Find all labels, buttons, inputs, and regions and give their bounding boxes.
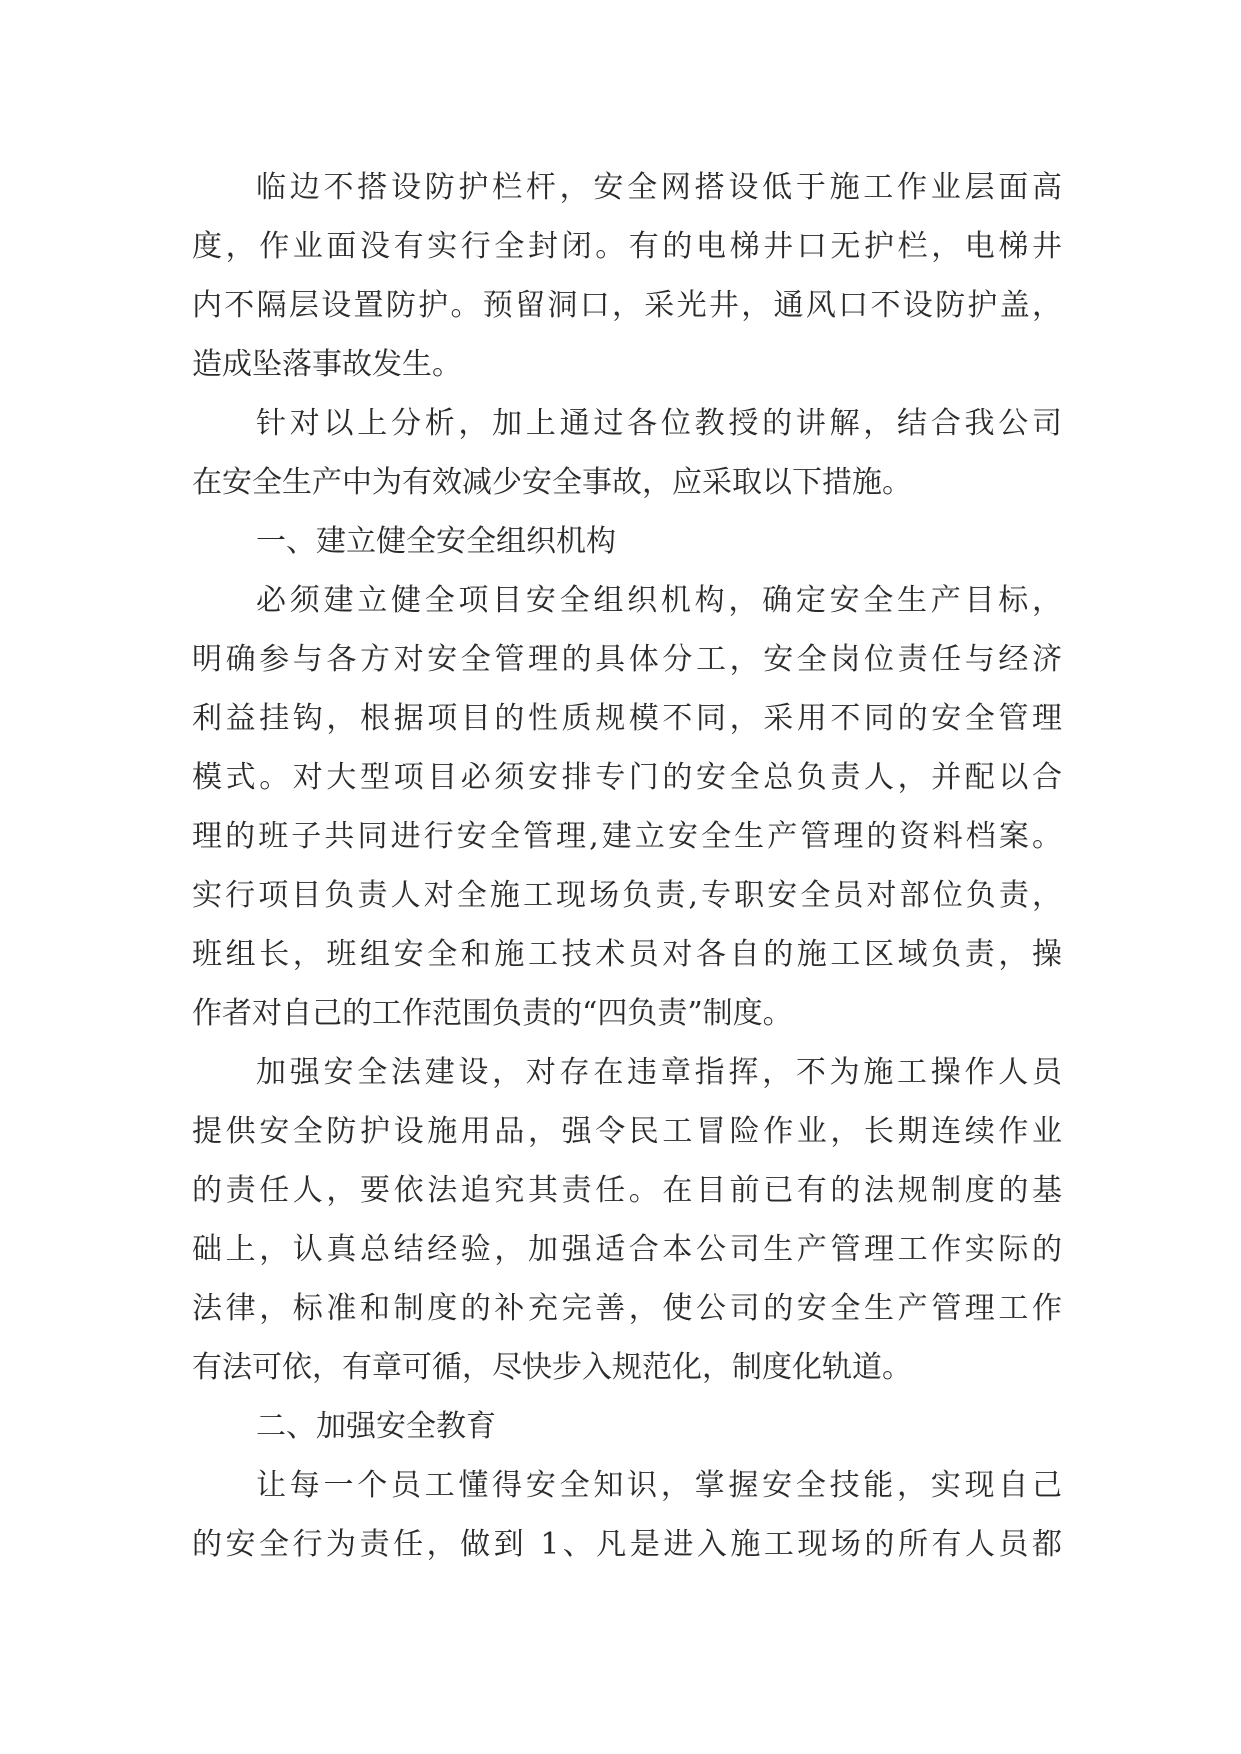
text-line: 的安全行为责任，做到 1、凡是进入施工现场的所有人员都 bbox=[192, 1527, 1062, 1562]
text-line: 在安全生产中为有效减少安全事故，应采取以下措施。 bbox=[192, 465, 912, 500]
text-line: 针对以上分析，加上通过各位教授的讲解，结合我公司 bbox=[256, 406, 1062, 441]
text-line: 础上，认真总结经验，加强适合本公司生产管理工作实际的 bbox=[192, 1232, 1062, 1267]
text-line: 必须建立健全项目安全组织机构，确定安全生产目标， bbox=[256, 583, 1062, 618]
text-line: 法律，标准和制度的补充完善，使公司的安全生产管理工作 bbox=[192, 1291, 1062, 1326]
text-line: 明确参与各方对安全管理的具体分工，安全岗位责任与经济 bbox=[192, 642, 1062, 677]
text-line: 有法可依，有章可循，尽快步入规范化，制度化轨道。 bbox=[192, 1350, 912, 1385]
section-heading: 二、加强安全教育 bbox=[256, 1409, 496, 1444]
text-line: 班组长，班组安全和施工技术员对各自的施工区域负责，操 bbox=[192, 937, 1062, 972]
text-line: 的责任人，要依法追究其责任。在目前已有的法规制度的基 bbox=[192, 1173, 1062, 1208]
text-line: 实行项目负责人对全施工现场负责,专职安全员对部位负责， bbox=[192, 878, 1062, 913]
text-line: 内不隔层设置防护。预留洞口，采光井，通风口不设防护盖， bbox=[192, 288, 1062, 323]
text-line: 作者对自己的工作范围负责的“四负责”制度。 bbox=[192, 996, 793, 1031]
text-line: 度，作业面没有实行全封闭。有的电梯井口无护栏，电梯井 bbox=[192, 229, 1062, 264]
text-line: 理的班子共同进行安全管理,建立安全生产管理的资料档案。 bbox=[192, 819, 1062, 854]
text-line: 加强安全法建设，对存在违章指挥，不为施工操作人员 bbox=[256, 1055, 1062, 1090]
text-line: 提供安全防护设施用品，强令民工冒险作业，长期连续作业 bbox=[192, 1114, 1062, 1149]
section-heading: 一、建立健全安全组织机构 bbox=[256, 524, 616, 559]
text-line: 让每一个员工懂得安全知识，掌握安全技能，实现自己 bbox=[256, 1468, 1062, 1503]
text-line: 利益挂钩，根据项目的性质规模不同，采用不同的安全管理 bbox=[192, 701, 1062, 736]
document-body bbox=[192, 158, 1062, 1574]
text-line: 造成坠落事故发生。 bbox=[192, 347, 462, 382]
text-line: 模式。对大型项目必须安排专门的安全总负责人，并配以合 bbox=[192, 760, 1062, 795]
text-line: 临边不搭设防护栏杆，安全网搭设低于施工作业层面高 bbox=[256, 170, 1062, 205]
